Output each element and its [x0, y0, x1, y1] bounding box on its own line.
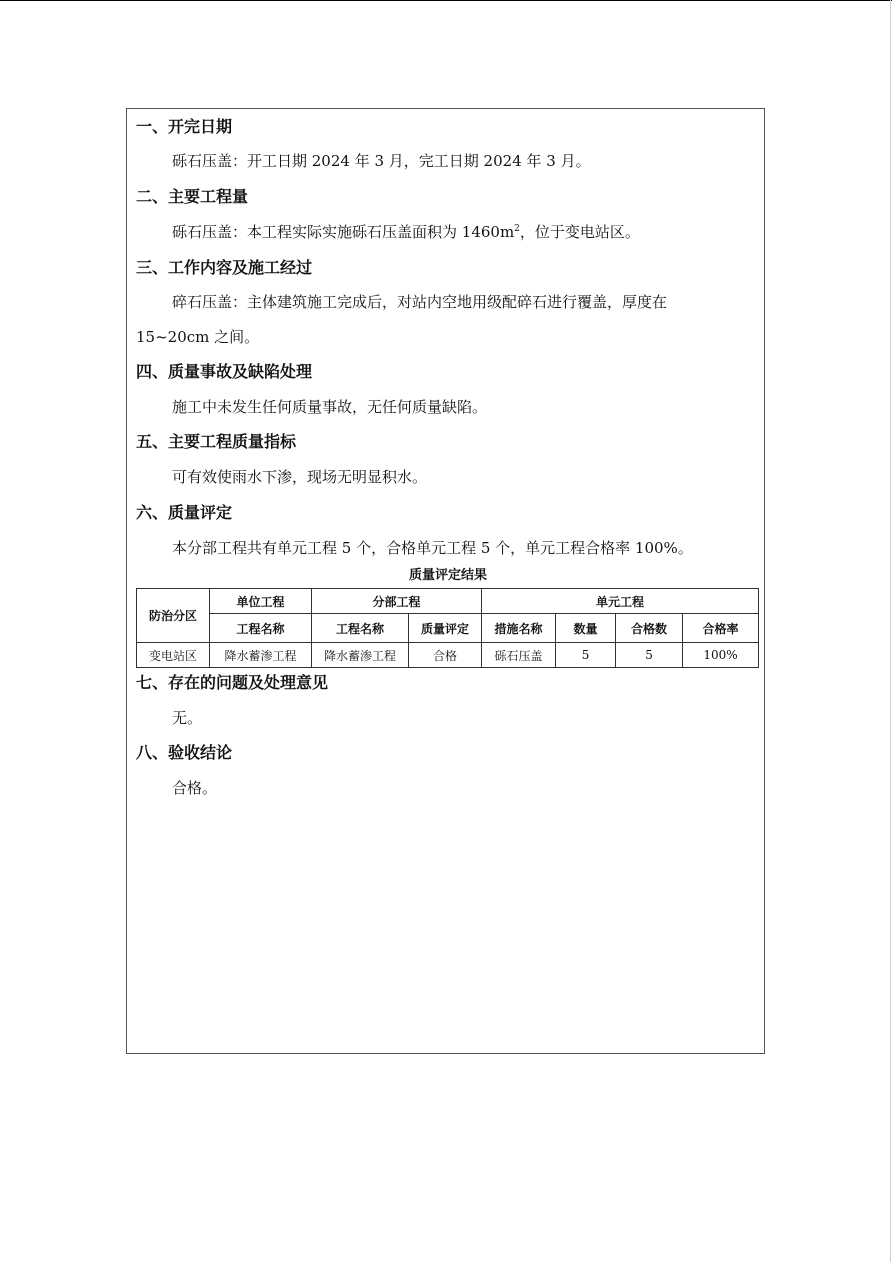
section-text-work-content-line2: 15~20cm 之间。	[136, 328, 260, 346]
section-heading-quantities: 二、主要工程量	[136, 187, 249, 206]
table-cell: 合格	[409, 643, 482, 668]
section-text-conclusion: 合格。	[172, 779, 218, 797]
table-header-cell: 工程名称	[312, 614, 409, 643]
table-header-cell: 合格率	[683, 614, 759, 643]
table-cell: 5	[556, 643, 616, 668]
section-text-work-content-line1: 碎石压盖：主体建筑施工完成后，对站内空地用级配碎石进行覆盖，厚度在	[172, 293, 668, 311]
table-header-cell: 单位工程	[210, 589, 312, 614]
table-header-cell: 单元工程	[482, 589, 759, 614]
section-heading-dates: 一、开完日期	[136, 117, 233, 136]
table-subheader-row	[137, 614, 759, 643]
quantities-text-before: 砾石压盖：本工程实际实施砾石压盖面积为 1460m	[172, 223, 515, 241]
table-row	[137, 643, 759, 668]
section-heading-issues: 七、存在的问题及处理意见	[136, 673, 329, 692]
table-cell: 变电站区	[137, 643, 210, 668]
section-text-dates: 砾石压盖：开工日期 2024 年 3 月，完工日期 2024 年 3 月。	[172, 152, 591, 170]
section-text-issues: 无。	[172, 709, 203, 727]
section-text-quantities	[172, 220, 640, 244]
section-text-quality-indicators: 可有效使雨水下渗，现场无明显积水。	[172, 468, 428, 486]
section-heading-quality-indicators: 五、主要工程质量指标	[136, 432, 297, 451]
section-heading-defects: 四、质量事故及缺陷处理	[136, 362, 313, 381]
section-heading-quality-assessment: 六、质量评定	[136, 503, 233, 522]
table-header-cell: 工程名称	[210, 614, 312, 643]
table-cell: 砾石压盖	[482, 643, 556, 668]
table-header-cell: 措施名称	[482, 614, 556, 643]
quality-assessment-table	[136, 588, 759, 668]
table-header-row	[137, 589, 759, 614]
table-cell: 100%	[683, 643, 759, 668]
table-cell: 降水蓄渗工程	[210, 643, 312, 668]
section-heading-work-content: 三、工作内容及施工经过	[136, 258, 313, 277]
table-header-cell: 分部工程	[312, 589, 482, 614]
table-cell: 降水蓄渗工程	[312, 643, 409, 668]
table-caption: 质量评定结果	[408, 568, 487, 583]
page-top-border	[0, 0, 892, 1]
table-cell: 5	[616, 643, 683, 668]
section-text-defects: 施工中未发生任何质量事故，无任何质量缺陷。	[172, 398, 488, 416]
section-text-quality-assessment: 本分部工程共有单元工程 5 个，合格单元工程 5 个，单元工程合格率 100%。	[172, 539, 693, 557]
page-right-border	[890, 0, 891, 1262]
table-header-cell: 数量	[556, 614, 616, 643]
section-heading-conclusion: 八、验收结论	[136, 743, 233, 762]
table-header-cell: 合格数	[616, 614, 683, 643]
area-unit-superscript: 2	[514, 224, 520, 234]
quantities-text-after: ，位于变电站区。	[519, 223, 640, 241]
table-header-cell: 防治分区	[137, 589, 210, 643]
table-header-cell: 质量评定	[409, 614, 482, 643]
